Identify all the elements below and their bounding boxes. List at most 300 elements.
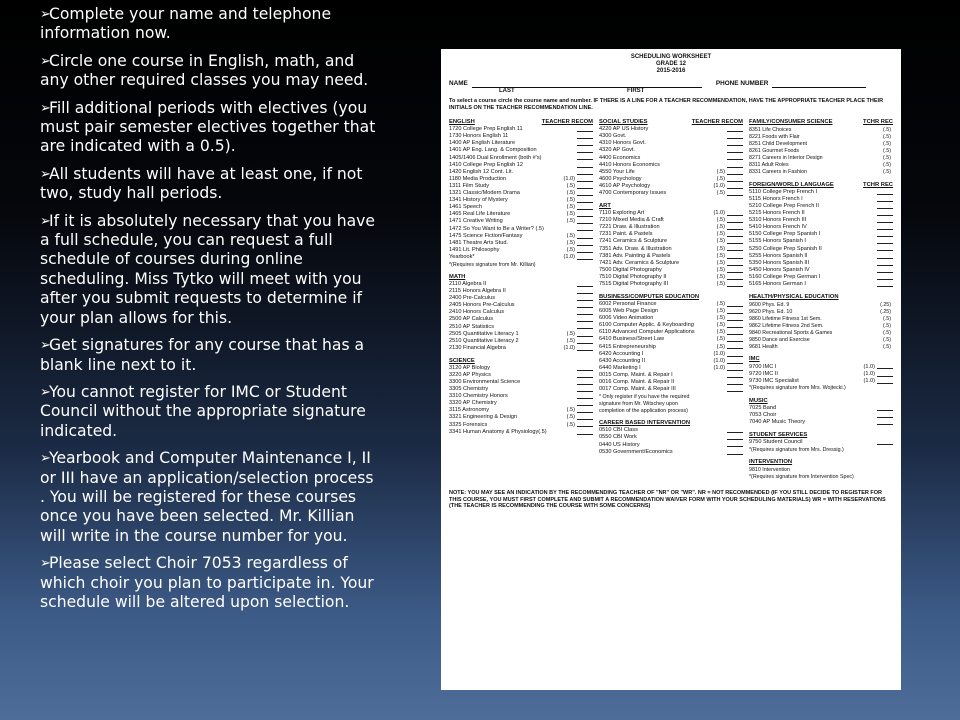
- recommendation-line: [727, 224, 743, 230]
- recommendation-line: [577, 295, 593, 301]
- bullet-item: [40, 99, 376, 157]
- course-row: [749, 322, 893, 329]
- course-name: *(Requires signature from Mrs. Dressig.): [749, 446, 844, 453]
- course-row: [449, 147, 593, 154]
- course-row: [449, 169, 593, 176]
- recommendation-line: [727, 281, 743, 287]
- section-heading: [749, 294, 893, 301]
- course-section: [749, 294, 893, 351]
- recommendation-line: [727, 336, 743, 342]
- course-row: [599, 231, 743, 238]
- course-section: [749, 398, 893, 426]
- recommendation-line: [727, 140, 743, 146]
- recommendation-line: [727, 343, 743, 349]
- course-name: 9750 Student Council: [749, 439, 803, 445]
- recommendation-line: [727, 274, 743, 280]
- course-row: [749, 169, 893, 176]
- recommendation-line: [577, 254, 593, 260]
- course-row: [749, 274, 893, 281]
- first-label: FIRST: [627, 88, 645, 94]
- section-heading: [449, 274, 593, 281]
- recommendation-line: [727, 183, 743, 189]
- course-column-2: [599, 119, 743, 480]
- course-section: [449, 119, 593, 268]
- section-recommendation-header: TEACHER RECOM: [541, 119, 593, 126]
- course-name: 5115 Honors French I: [749, 195, 803, 202]
- course-name: 5215 Honors French II: [749, 210, 805, 217]
- course-credit: (.5): [716, 224, 725, 231]
- course-name: 3115 Astronomy: [449, 407, 490, 414]
- recommendation-line: [877, 419, 893, 425]
- course-section: [749, 356, 893, 391]
- arrow-bullet-icon: ➢: [40, 384, 51, 400]
- recommendation-line: [577, 281, 593, 287]
- course-credit: (.5): [883, 148, 891, 155]
- recommendation-line: [727, 133, 743, 139]
- recommendation-line: [577, 154, 593, 160]
- recommendation-line: [577, 225, 593, 231]
- course-credit: (.5): [566, 421, 575, 428]
- recommendation-line: [877, 231, 893, 237]
- recommendation-line: [727, 267, 743, 273]
- course-credit: (.5): [716, 336, 725, 343]
- arrow-bullet-icon: ➢: [40, 213, 51, 229]
- course-name: 0440 US History: [599, 441, 640, 448]
- course-name: 6410 Business/Street Law: [599, 336, 664, 343]
- course-row: [449, 240, 593, 247]
- course-name: 2130 Financial Algebra: [449, 344, 506, 351]
- course-row: [749, 419, 893, 426]
- course-name: 3120 AP Biology: [449, 364, 490, 371]
- course-name: 5350 Honors Spanish III: [749, 259, 810, 266]
- recommendation-line: [577, 233, 593, 239]
- course-name: 3321 Engineering & Design: [449, 414, 518, 421]
- course-row: [749, 133, 893, 140]
- course-row: [449, 365, 593, 372]
- course-row: [449, 288, 593, 295]
- course-name: 5150 College Prep Spanish I: [749, 231, 821, 238]
- course-name: 6002 Personal Finance: [599, 300, 657, 307]
- course-credit: (.5): [883, 169, 891, 176]
- course-credit: (.5): [566, 204, 575, 211]
- course-name: 6440 Marketing I: [599, 364, 641, 371]
- worksheet-footer-note: NOTE: YOU MAY SEE AN INDICATION BY THE RECOMMENDING TEACHER OF "NR" OR "WR". NR = NOT RECOMMENDED (IF YOU STILL DECIDE TO REGISTER FOR THIS COURSE, YOU MUST FIRST COMPLETE AND SUBMIT A RECOMMENDATION WAIVER FORM WITH YOUR SCHEDULING MATERIALS) WR = WITH RESERVATIONS (THE TEACHER IS RECOMMENDING THE COURSE WITH SOME CONCERNS): [449, 490, 886, 510]
- section-heading: [599, 119, 743, 126]
- course-row: [599, 281, 743, 288]
- course-credit: (.5): [566, 211, 575, 218]
- course-credit: (.5): [566, 246, 575, 253]
- course-name: 5210 College Prep French II: [749, 202, 819, 209]
- course-name: 6100 Computer Applic. & Keyboarding: [599, 322, 694, 329]
- course-name: 2410 Honors Calculus: [449, 309, 505, 316]
- course-credit: (.5): [883, 315, 891, 322]
- bullet-list: [40, 5, 376, 620]
- recommendation-line: [727, 190, 743, 196]
- recommendation-line: [577, 407, 593, 413]
- course-name: 2400 Pre-Calculus: [449, 295, 496, 302]
- section-recommendation-header: TCHR REC: [863, 119, 893, 126]
- course-section: [749, 119, 893, 176]
- course-row: [449, 247, 593, 254]
- course-name: 1472 So You Want to Be a Writer? (.5): [449, 225, 544, 232]
- recommendation-line: [577, 133, 593, 139]
- recommendation-line: [727, 365, 743, 371]
- course-name: 4610 AP Psychology: [599, 182, 651, 189]
- course-name: 1180 Media Production: [449, 175, 507, 182]
- course-row: [599, 147, 743, 154]
- worksheet-header: [449, 54, 893, 75]
- course-name: 9850 Dance and Exercise: [749, 337, 810, 344]
- recommendation-line: [727, 329, 743, 335]
- course-row: [749, 473, 893, 480]
- course-name: 9730 IMC Specialist: [749, 377, 799, 384]
- course-name: 1341 History of Mystery: [449, 197, 508, 204]
- recommendation-line: [727, 217, 743, 223]
- course-name: 3220 AP Physics: [449, 371, 491, 378]
- recommendation-line: [577, 316, 593, 322]
- course-row: [749, 260, 893, 267]
- course-name: 8351 Life Choices: [749, 126, 792, 133]
- course-credit: (1.0): [713, 210, 725, 217]
- name-blank: [472, 81, 702, 88]
- recommendation-line: [577, 176, 593, 182]
- course-name: 3310 Chemistry Honors: [449, 393, 508, 400]
- course-row: [749, 203, 893, 210]
- recommendation-line: [877, 217, 893, 223]
- recommendation-line: [577, 288, 593, 294]
- recommendation-line: [877, 260, 893, 266]
- course-section: [599, 420, 743, 455]
- course-name: 4600 Psychology: [599, 175, 642, 182]
- course-row: [449, 204, 593, 211]
- course-row: [449, 323, 593, 330]
- course-section: [749, 182, 893, 288]
- course-name: 1730 Honors English 11: [449, 133, 509, 140]
- course-credit: (1.0): [863, 370, 875, 377]
- course-name: 5165 Honors German I: [749, 280, 806, 287]
- course-row: [449, 281, 593, 288]
- section-title: ENGLISH: [449, 119, 475, 126]
- course-name: 3305 Chemistry: [449, 386, 489, 393]
- recommendation-line: [727, 372, 743, 378]
- course-row: [599, 343, 743, 350]
- course-name: 9862 Lifetime Fitness 2nd Sem.: [749, 322, 824, 329]
- name-label: NAME: [449, 80, 468, 88]
- phone-label: PHONE NUMBER: [715, 80, 769, 88]
- course-name: 1311 Film Study: [449, 182, 490, 189]
- recommendation-line: [877, 245, 893, 251]
- course-name: 5450 Honors Spanish IV: [749, 266, 810, 273]
- bullet-item: [40, 52, 376, 91]
- course-row: [749, 343, 893, 350]
- course-row: [449, 225, 593, 232]
- course-row: [599, 126, 743, 133]
- bullet-text: Fill additional periods with electives (you must pair semester electives together that are indicated with a 0.5).: [40, 98, 376, 156]
- course-row: [749, 363, 893, 370]
- course-credit: (.5): [566, 218, 575, 225]
- course-column-1: [449, 119, 593, 480]
- course-credit: (.5): [716, 238, 725, 245]
- course-row: [599, 322, 743, 329]
- course-credit: (1.0): [713, 182, 725, 189]
- course-name: 1405/1406 Dual Enrollment (both #'s): [449, 154, 542, 161]
- worksheet-title: SCHEDULING WORKSHEET: [630, 54, 712, 60]
- course-name: 7500 Digital Photography: [599, 266, 662, 273]
- name-sublabels: [449, 88, 893, 95]
- course-name: 7515 Digital Photography III: [599, 280, 669, 287]
- course-name: 0016 Comp. Maint. & Repair II: [599, 379, 675, 385]
- course-row: [599, 210, 743, 217]
- course-row: [449, 330, 593, 337]
- course-name: 1401 AP Eng. Lang. & Composition: [449, 147, 537, 154]
- course-row: [599, 161, 743, 168]
- name-phone-line: [449, 81, 893, 88]
- course-credit: (1.0): [713, 357, 725, 364]
- course-row: [599, 190, 743, 197]
- recommendation-line: [727, 308, 743, 314]
- recommendation-line: [577, 338, 593, 344]
- course-row: [749, 315, 893, 322]
- course-row: [599, 358, 743, 365]
- course-credit: (1.0): [713, 350, 725, 357]
- course-credit: (1.0): [713, 364, 725, 371]
- course-row: [449, 197, 593, 204]
- course-name: 1400 AP English Literature: [449, 140, 516, 147]
- course-name: 5310 Honors French III: [749, 217, 807, 224]
- course-credit: (.5): [716, 245, 725, 252]
- recommendation-line: [577, 211, 593, 217]
- course-row: [599, 350, 743, 357]
- course-name: 0530 Government/Economics: [599, 448, 673, 455]
- course-row: [599, 140, 743, 147]
- recommendation-line: [577, 240, 593, 246]
- recommendation-line: [577, 218, 593, 224]
- course-name: 0017 Comp. Maint. & Repair III: [599, 386, 676, 393]
- course-name: 9681 Health: [749, 344, 778, 351]
- course-row: [449, 345, 593, 352]
- course-name: 8221 Foods with Flair: [749, 133, 800, 140]
- course-name: Yearbook*: [449, 253, 475, 260]
- course-row: [749, 378, 893, 385]
- course-row: [599, 379, 743, 386]
- recommendation-line: [577, 400, 593, 406]
- section-title: FAMILY/CONSUMER SCIENCE: [749, 119, 833, 126]
- recommendation-line: [727, 231, 743, 237]
- course-credit: (.5): [566, 232, 575, 239]
- course-name: 0550 CBI Work: [599, 434, 637, 441]
- course-credit: (.5): [716, 190, 725, 197]
- course-credit: (.5): [566, 182, 575, 189]
- course-name: 7053 Choir: [749, 411, 777, 418]
- course-row: [749, 196, 893, 203]
- recommendation-line: [577, 190, 593, 196]
- course-row: [749, 154, 893, 161]
- course-name: 8251 Child Development: [749, 140, 808, 147]
- course-credit: (.5): [716, 315, 725, 322]
- course-row: [749, 439, 893, 446]
- course-row: [449, 126, 593, 133]
- course-name: 5155 Honors Spanish I: [749, 238, 806, 245]
- course-row: [749, 210, 893, 217]
- bullet-text: Yearbook and Computer Maintenance I, II or III have an application/selection process . You will be registered for these courses once you have been selected. Mr. Killian will write in the course number for you.: [40, 449, 374, 545]
- course-credit: (.5): [883, 133, 891, 140]
- section-title: BUSINESS/COMPUTER EDUCATION: [599, 293, 700, 300]
- course-row: [749, 189, 893, 196]
- recommendation-line: [727, 358, 743, 364]
- course-name: 4220 AP US History: [599, 126, 649, 133]
- course-name: 7421 Adv. Ceramics & Sculpture: [599, 259, 680, 266]
- course-name: 1481 Theatre Arts Stud.: [449, 239, 508, 246]
- bullet-text: If it is absolutely necessary that you have a full schedule, you can request a full schedule of courses during online scheduling. Miss Tytko will meet with you after you submit requests to determine if your plan allows for this.: [40, 211, 375, 327]
- course-name: *(Requires signature from Mrs. Wojtecki.): [749, 385, 846, 392]
- course-name: 9700 IMC I: [749, 363, 777, 370]
- recommendation-line: [577, 126, 593, 132]
- course-row: [599, 441, 743, 448]
- course-row: [449, 421, 593, 428]
- recommendation-line: [877, 203, 893, 209]
- recommendation-line: [727, 434, 743, 440]
- course-credit: (.5): [566, 239, 575, 246]
- arrow-bullet-icon: ➢: [40, 166, 51, 182]
- recommendation-line: [577, 169, 593, 175]
- course-row: [599, 393, 743, 400]
- course-section: [599, 119, 743, 197]
- course-row: [449, 140, 593, 147]
- course-credit: (1.0): [863, 377, 875, 384]
- course-credit: (.25): [880, 308, 891, 315]
- course-row: [449, 232, 593, 239]
- section-title: SOCIAL STUDIES: [599, 119, 648, 126]
- course-name: *(Requires signature from Mr. Killian): [449, 261, 536, 268]
- course-name: 2405 Honors Pre-Calculus: [449, 302, 515, 309]
- course-credit: (.5): [883, 155, 891, 162]
- course-row: [599, 238, 743, 245]
- course-credit: (.5): [716, 217, 725, 224]
- recommendation-line: [577, 140, 593, 146]
- recommendation-line: [727, 379, 743, 385]
- course-name: 7241 Ceramics & Sculpture: [599, 238, 668, 245]
- recommendation-line: [727, 260, 743, 266]
- course-name: 2510 Quantitative Literacy 2: [449, 337, 519, 344]
- course-name: 1321 Classic/Modern Drama: [449, 190, 520, 197]
- bullet-text: Get signatures for any course that has a blank line next to it.: [40, 336, 365, 374]
- course-name: 8331 Careers in Fashion: [749, 169, 808, 176]
- section-heading: [599, 203, 743, 210]
- recommendation-line: [727, 176, 743, 182]
- course-row: [599, 336, 743, 343]
- course-name: completion of the application process): [599, 407, 688, 414]
- course-row: [449, 190, 593, 197]
- course-name: 6430 Accounting II: [599, 357, 646, 364]
- course-credit: (.5): [716, 308, 725, 315]
- course-row: [599, 386, 743, 393]
- recommendation-line: [727, 441, 743, 447]
- course-row: [749, 147, 893, 154]
- course-credit: (.5): [716, 343, 725, 350]
- recommendation-line: [877, 378, 893, 384]
- course-name: 0015 Comp. Maint. & Repair I: [599, 371, 673, 378]
- course-row: [749, 161, 893, 168]
- section-title: HEALTH/PHYSICAL EDUCATION: [749, 293, 839, 300]
- course-credit: (.5): [716, 329, 725, 336]
- course-credit: (.5): [883, 329, 891, 336]
- bullet-item: [40, 449, 376, 546]
- course-row: [599, 245, 743, 252]
- recommendation-line: [877, 253, 893, 259]
- course-name: 7351 Adv. Draw. & Illustration: [599, 245, 672, 252]
- course-name: 1410 College Prep English 12: [449, 161, 524, 168]
- course-row: [449, 211, 593, 218]
- course-name: 7110 Exploring Art: [599, 210, 645, 217]
- recommendation-line: [577, 414, 593, 420]
- course-name: 2115 Honors Algebra II: [449, 288, 506, 295]
- course-credit: (.5): [716, 175, 725, 182]
- course-name: 8271 Careers in Interior Design: [749, 155, 823, 162]
- course-credit: (.5): [716, 322, 725, 329]
- section-heading: [449, 358, 593, 365]
- recommendation-line: [877, 189, 893, 195]
- recommendation-line: [877, 224, 893, 230]
- course-name: 9860 Lifetime Fitness 1st Sem.: [749, 315, 822, 322]
- course-row: [599, 133, 743, 140]
- course-credit: (.5): [883, 140, 891, 147]
- course-row: [449, 309, 593, 316]
- recommendation-line: [727, 449, 743, 455]
- recommendation-line: [577, 372, 593, 378]
- course-credit: (.25): [880, 301, 891, 308]
- course-name: 4550 Your Life: [599, 168, 635, 175]
- bullet-item: [40, 212, 376, 328]
- recommendation-line: [727, 169, 743, 175]
- course-section: [599, 294, 743, 414]
- course-name: 2110 Algebra II: [449, 280, 487, 287]
- course-name: 7381 Adv. Painting & Pastels: [599, 252, 671, 259]
- bullet-item: [40, 5, 376, 44]
- course-row: [449, 161, 593, 168]
- course-name: 7040 AP Music Theory: [749, 419, 806, 425]
- section-title: INTERVENTION: [749, 459, 793, 465]
- course-credit: (.5): [716, 266, 725, 273]
- course-name: 6415 Entrepreneurship: [599, 343, 656, 350]
- course-section: [449, 274, 593, 352]
- course-row: [599, 252, 743, 259]
- course-credit: (.5): [716, 168, 725, 175]
- course-name: 9600 Phys. Ed. 9: [749, 301, 790, 308]
- course-section: [599, 203, 743, 288]
- recommendation-line: [727, 386, 743, 392]
- arrow-bullet-icon: ➢: [40, 53, 51, 69]
- recommendation-line: [727, 162, 743, 168]
- course-row: [749, 385, 893, 392]
- recommendation-line: [577, 331, 593, 337]
- bullet-item: [40, 383, 376, 441]
- course-name: 5410 Honors French IV: [749, 224, 807, 231]
- course-name: 3300 Environmental Science: [449, 379, 521, 385]
- course-credit: (1.0): [863, 363, 875, 370]
- recommendation-line: [577, 309, 593, 315]
- worksheet-year: 2015-2016: [656, 68, 686, 74]
- course-row: [599, 176, 743, 183]
- course-name: 4410 Honors Economics: [599, 161, 660, 168]
- bullet-item: [40, 165, 376, 204]
- section-heading: [749, 398, 893, 405]
- course-row: [449, 400, 593, 407]
- course-name: 2500 AP Calculus: [449, 316, 494, 323]
- section-recommendation-header: TEACHER RECOM: [691, 119, 743, 126]
- course-name: 9620 Phys. Ed. 10: [749, 308, 793, 315]
- course-row: [599, 407, 743, 414]
- course-row: [599, 224, 743, 231]
